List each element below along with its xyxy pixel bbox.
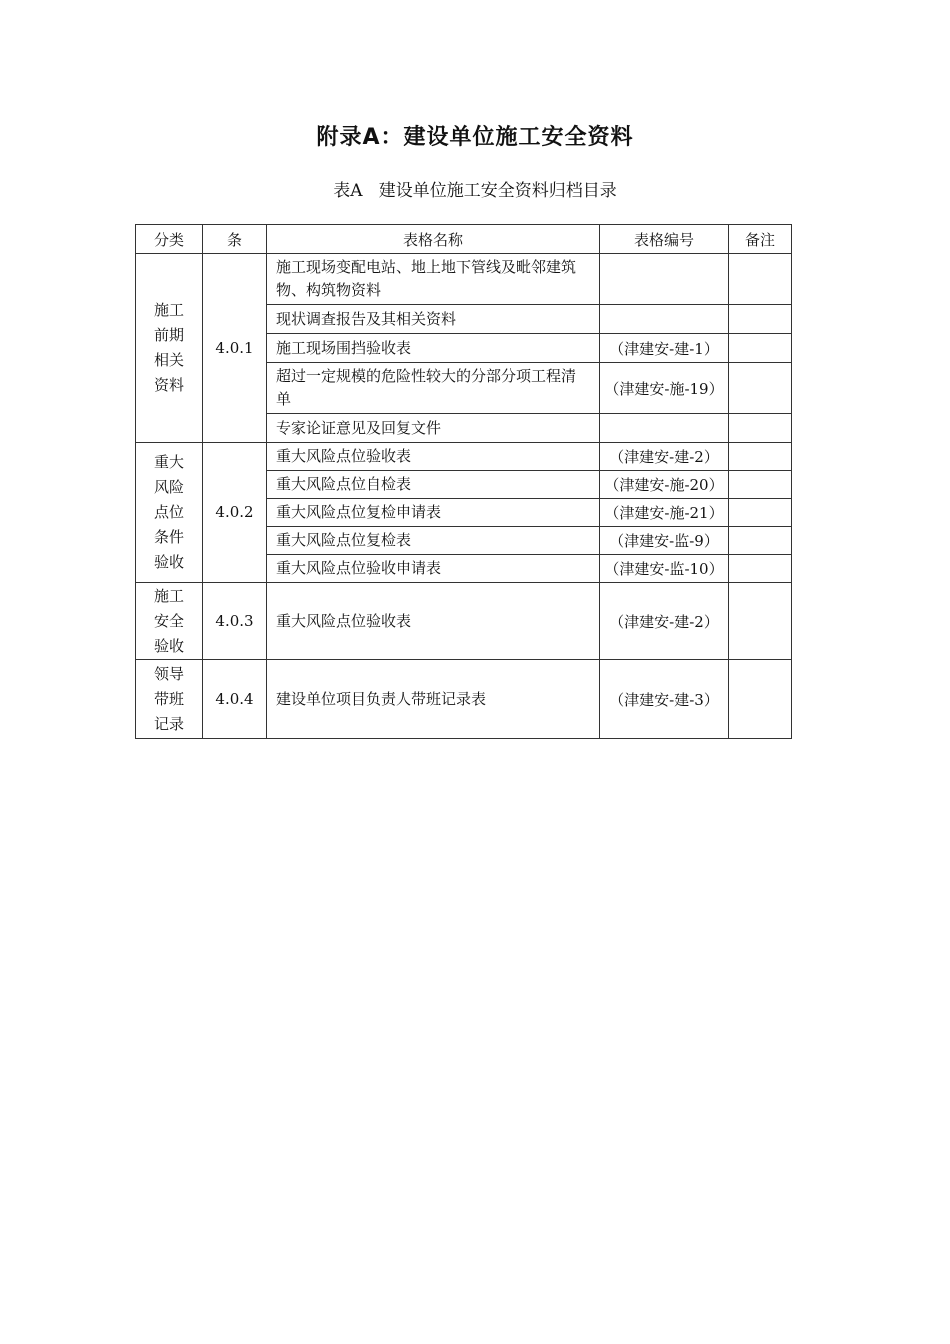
table-header-row: [136, 225, 792, 254]
category-cell: 施工 安全 验收: [136, 583, 203, 660]
note-cell: [729, 305, 792, 334]
category-cell: 施工 前期 相关 资料: [136, 254, 203, 443]
note-cell: [729, 363, 792, 414]
form-code-cell: （津建安-施-20）: [600, 471, 729, 499]
form-name-cell: 重大风险点位复检表: [267, 527, 600, 555]
header-note: 备注: [729, 225, 792, 254]
note-cell: [729, 471, 792, 499]
archive-catalog-table: [135, 224, 792, 739]
section-cell: 4.0.4: [203, 660, 267, 739]
form-name-cell: 重大风险点位验收表: [267, 583, 600, 660]
form-name-cell: 重大风险点位自检表: [267, 471, 600, 499]
form-name-cell: 专家论证意见及回复文件: [267, 414, 600, 443]
form-name-cell: 超过一定规模的危险性较大的分部分项工程清单: [267, 363, 600, 414]
table-caption: 表A 建设单位施工安全资料归档目录: [333, 181, 617, 201]
header-form-name: 表格名称: [267, 225, 600, 254]
form-code-cell: [600, 254, 729, 305]
table-row: [136, 583, 792, 660]
form-code-cell: （津建安-建-2）: [600, 443, 729, 471]
note-cell: [729, 254, 792, 305]
category-cell: 领导 带班 记录: [136, 660, 203, 739]
form-name-cell: 施工现场围挡验收表: [267, 334, 600, 363]
table-row: [136, 254, 792, 305]
form-name-cell: 重大风险点位验收申请表: [267, 555, 600, 583]
category-cell: 重大 风险 点位 条件 验收: [136, 443, 203, 583]
form-code-cell: （津建安-建-3）: [600, 660, 729, 739]
header-form-code: 表格编号: [600, 225, 729, 254]
table-row: [136, 660, 792, 739]
form-code-cell: [600, 305, 729, 334]
header-section: 条: [203, 225, 267, 254]
note-cell: [729, 334, 792, 363]
header-category: 分类: [136, 225, 203, 254]
section-cell: 4.0.1: [203, 254, 267, 443]
document-title: 附录A：建设单位施工安全资料: [316, 125, 634, 150]
form-name-cell: 重大风险点位复检申请表: [267, 499, 600, 527]
note-cell: [729, 499, 792, 527]
section-cell: 4.0.2: [203, 443, 267, 583]
section-cell: 4.0.3: [203, 583, 267, 660]
form-name-cell: 建设单位项目负责人带班记录表: [267, 660, 600, 739]
form-code-cell: （津建安-监-9）: [600, 527, 729, 555]
note-cell: [729, 443, 792, 471]
form-name-cell: 重大风险点位验收表: [267, 443, 600, 471]
form-code-cell: [600, 414, 729, 443]
note-cell: [729, 555, 792, 583]
form-code-cell: （津建安-建-1）: [600, 334, 729, 363]
note-cell: [729, 414, 792, 443]
form-code-cell: （津建安-监-10）: [600, 555, 729, 583]
form-name-cell: 现状调查报告及其相关资料: [267, 305, 600, 334]
form-code-cell: （津建安-施-19）: [600, 363, 729, 414]
note-cell: [729, 583, 792, 660]
form-code-cell: （津建安-建-2）: [600, 583, 729, 660]
table-row: [136, 443, 792, 471]
form-code-cell: （津建安-施-21）: [600, 499, 729, 527]
note-cell: [729, 660, 792, 739]
form-name-cell: 施工现场变配电站、地上地下管线及毗邻建筑物、构筑物资料: [267, 254, 600, 305]
note-cell: [729, 527, 792, 555]
